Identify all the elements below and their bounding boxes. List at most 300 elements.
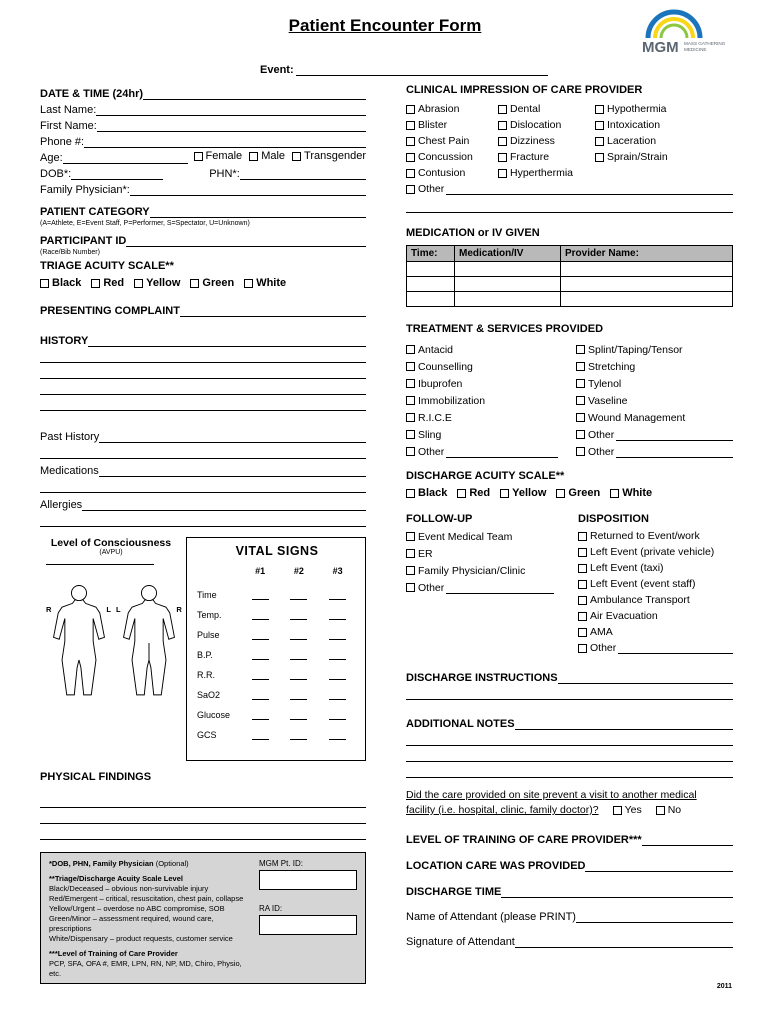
medications-row (40, 461, 366, 477)
medications-label: Medications (40, 465, 99, 477)
clinical-option (498, 133, 595, 149)
patient-category-legend: (A=Athlete, E=Event Staff, P=Performer, S=Spectator, U=Unknown) (40, 220, 250, 227)
svg-text:MGM: MGM (642, 39, 679, 55)
checkbox[interactable] (406, 362, 415, 371)
treatment-option (406, 409, 576, 426)
checkbox[interactable] (91, 279, 100, 288)
participant-id-label: PARTICIPANT ID (40, 235, 127, 247)
date-time-label: DATE & TIME (24hr) (40, 88, 144, 100)
footnote-line: PCP, SFA, OFA #, EMR, LPN, RN, NP, MD, Chiro, Physio, etc. (49, 959, 242, 978)
checkbox[interactable] (498, 153, 507, 162)
clinical-impression-grid (406, 101, 733, 181)
checkbox[interactable] (595, 105, 604, 114)
medication-cell[interactable] (455, 277, 561, 292)
follow-up-title: FOLLOW-UP (406, 513, 473, 525)
family-physician-label: Family Physician*: (40, 184, 130, 196)
clinical-other-input[interactable] (446, 184, 733, 195)
vitals-input[interactable] (329, 692, 346, 700)
checkbox[interactable] (406, 137, 415, 146)
treatment-other-row (406, 443, 576, 460)
vitals-row-pulse: Pulse (197, 620, 357, 640)
vitals-input[interactable] (252, 632, 269, 640)
participant-id-input[interactable] (126, 234, 366, 247)
option-label: Other (418, 581, 445, 594)
treatment-option (576, 341, 733, 358)
right-column (406, 84, 733, 948)
footnote-line: White/Dispensary – product requests, customer service (49, 934, 233, 943)
follow-up-option (406, 545, 578, 562)
treatment-title: TREATMENT & SERVICES PROVIDED (406, 323, 604, 335)
prevent-visit-question (406, 788, 733, 818)
discharge-acuity-title: DISCHARGE ACUITY SCALE** (406, 470, 565, 482)
option-label: R.I.C.E (418, 411, 452, 424)
option-label: Concussion (418, 151, 473, 163)
presenting-complaint-input[interactable] (180, 304, 366, 317)
medication-cell[interactable] (561, 277, 733, 292)
presenting-complaint-label: PRESENTING COMPLAINT (40, 305, 180, 317)
medication-cell[interactable] (561, 292, 733, 307)
checkbox[interactable] (576, 430, 585, 439)
med-header-provider: Provider Name: (561, 246, 733, 262)
option-label: AMA (590, 626, 613, 638)
patient-category-label: PATIENT CATEGORY (40, 206, 150, 218)
clinical-col-2 (498, 101, 595, 181)
treatment-option (406, 426, 576, 443)
clinical-option (406, 165, 498, 181)
allergies-line[interactable] (40, 511, 366, 527)
footnote-line: Green/Minor – assessment required, wound care, prescriptions (49, 914, 214, 933)
triage-option-yellow (134, 277, 180, 289)
checkbox[interactable] (244, 279, 253, 288)
discharge-time-input[interactable] (501, 885, 733, 898)
medication-cell[interactable] (407, 292, 455, 307)
dob-label: DOB*: (40, 168, 72, 180)
vitals-input[interactable] (329, 732, 346, 740)
vitals-input[interactable] (290, 692, 307, 700)
option-label: Left Event (private vehicle) (590, 546, 715, 558)
attendant-name-input[interactable] (576, 910, 733, 923)
discharge-option-yellow (500, 487, 546, 499)
triage-option-white (244, 277, 286, 289)
vitals-row-glucose: Glucose (197, 700, 357, 720)
checkbox[interactable] (457, 489, 466, 498)
clinical-option (498, 101, 595, 117)
checkbox[interactable] (595, 121, 604, 130)
option-label: Sprain/Strain (607, 151, 668, 163)
option-label: Sling (418, 428, 442, 441)
option-label: Abrasion (418, 103, 460, 115)
follow-up-section (406, 513, 578, 656)
history-line[interactable] (40, 379, 366, 395)
ra-id-box[interactable] (259, 915, 357, 935)
medications-line[interactable] (40, 477, 366, 493)
checkbox[interactable] (500, 489, 509, 498)
vitals-input[interactable] (329, 592, 346, 600)
clinical-option (595, 117, 733, 133)
discharge-instructions-line[interactable] (406, 684, 733, 700)
physical-findings-line[interactable] (40, 808, 366, 824)
additional-notes-row (406, 714, 733, 730)
option-label: ER (418, 547, 433, 560)
option-label: Left Event (event staff) (590, 578, 696, 590)
checkbox[interactable] (406, 489, 415, 498)
gender-option-female (194, 150, 243, 162)
medication-row (407, 262, 733, 277)
age-input[interactable] (63, 151, 188, 164)
triage-acuity-title: TRIAGE ACUITY SCALE** (40, 260, 174, 272)
triage-option-green (190, 277, 234, 289)
checkbox[interactable] (610, 489, 619, 498)
svg-text:L: L (116, 604, 121, 614)
vitals-input[interactable] (290, 592, 307, 600)
vital-signs-title: VITAL SIGNS (235, 544, 319, 558)
additional-notes-line[interactable] (406, 730, 733, 746)
option-label: Fracture (510, 151, 550, 163)
checkbox[interactable] (134, 279, 143, 288)
vitals-input[interactable] (252, 732, 269, 740)
footnotes-box (40, 852, 366, 984)
additional-notes-line[interactable] (406, 762, 733, 778)
last-name-row (40, 100, 366, 116)
physical-findings-title: PHYSICAL FINDINGS (40, 771, 152, 783)
dob-input[interactable] (71, 167, 163, 180)
vital-signs-panel (186, 537, 366, 761)
vitals-input[interactable] (329, 612, 346, 620)
female-checkbox[interactable] (194, 152, 203, 161)
vital-signs-header (197, 566, 357, 580)
treatment-option (406, 358, 576, 375)
male-checkbox[interactable] (249, 152, 258, 161)
history-label: HISTORY (40, 335, 89, 347)
option-label: Green (568, 487, 601, 499)
option-label: Other (590, 642, 617, 654)
past-history-label: Past History (40, 431, 100, 443)
checkbox[interactable] (406, 566, 415, 575)
vitals-input[interactable] (252, 692, 269, 700)
checkbox[interactable] (556, 489, 565, 498)
checkbox[interactable] (576, 379, 585, 388)
mgm-logo (634, 5, 726, 55)
option-label: Transgender (304, 150, 366, 162)
checkbox[interactable] (578, 580, 587, 589)
treatment-col-2 (576, 341, 733, 460)
page-title: Patient Encounter Form (288, 16, 482, 35)
checkbox[interactable] (498, 105, 507, 114)
clinical-col-3 (595, 101, 733, 181)
treatment-other-input[interactable] (446, 447, 558, 458)
footnote-line: Red/Emergent – critical, resuscitation, chest pain, collapse (49, 894, 244, 903)
follow-up-other-input[interactable] (446, 583, 554, 594)
clinical-impression-title: CLINICAL IMPRESSION OF CARE PROVIDER (406, 84, 643, 96)
vitals-input[interactable] (290, 712, 307, 720)
event-label: Event: (260, 64, 294, 76)
footnotes-text (49, 859, 255, 977)
checkbox[interactable] (406, 447, 415, 456)
checkbox[interactable] (406, 185, 415, 194)
checkbox[interactable] (576, 396, 585, 405)
level-training-row (406, 830, 733, 846)
checkbox[interactable] (576, 345, 585, 354)
option-label: Contusion (418, 167, 466, 179)
svg-text:MEDICINE: MEDICINE (684, 47, 707, 52)
vitals-input[interactable] (329, 632, 346, 640)
presenting-complaint-row (40, 301, 366, 317)
checkbox[interactable] (595, 137, 604, 146)
option-label: Family Physician/Clinic (418, 564, 526, 577)
discharge-instructions-row (406, 668, 733, 684)
vitals-input[interactable] (290, 732, 307, 740)
consciousness-input[interactable] (46, 556, 154, 565)
attendant-signature-label: Signature of Attendant (406, 936, 515, 948)
gender-option-transgender (292, 150, 366, 162)
vitals-input[interactable] (329, 712, 346, 720)
body-diagram (40, 583, 188, 703)
triage-options (40, 275, 366, 291)
medication-cell[interactable] (407, 262, 455, 277)
vitals-input[interactable] (329, 652, 346, 660)
past-history-row (40, 427, 366, 443)
clinical-other-line[interactable] (406, 197, 733, 213)
clinical-option (595, 133, 733, 149)
clinical-option (406, 117, 498, 133)
checkbox[interactable] (576, 362, 585, 371)
option-label: Other (418, 183, 445, 195)
vitals-input[interactable] (252, 652, 269, 660)
discharge-option-black (406, 487, 447, 499)
medication-header-row (407, 246, 733, 262)
form-year: 2011 (716, 983, 732, 990)
event-input[interactable] (296, 63, 548, 76)
medication-row (407, 277, 733, 292)
medication-row (407, 292, 733, 307)
triage-option-red (91, 277, 124, 289)
discharge-time-row (406, 882, 733, 898)
checkbox[interactable] (406, 396, 415, 405)
option-label: Ambulance Transport (590, 594, 690, 606)
location-row (406, 856, 733, 872)
treatment-grid (406, 341, 733, 460)
date-time-input[interactable] (143, 87, 366, 100)
vitals-col-1: #1 (255, 566, 266, 576)
mgm-pt-id-box[interactable] (259, 870, 357, 890)
vitals-input[interactable] (252, 592, 269, 600)
checkbox[interactable] (40, 279, 49, 288)
level-training-input[interactable] (642, 833, 733, 846)
attendant-name-row (406, 907, 733, 923)
option-label: Hypothermia (607, 103, 667, 115)
checkbox[interactable] (576, 447, 585, 456)
option-label: Yellow (512, 487, 547, 499)
age-label: Age: (40, 152, 63, 164)
checkbox[interactable] (406, 169, 415, 178)
checkbox[interactable] (578, 564, 587, 573)
footnote-scale-title: **Triage/Discharge Acuity Scale Level (49, 874, 183, 883)
checkbox[interactable] (498, 121, 507, 130)
checkbox[interactable] (578, 596, 587, 605)
physical-findings-line[interactable] (40, 824, 366, 840)
vitals-input[interactable] (290, 672, 307, 680)
family-physician-input[interactable] (130, 183, 366, 196)
checkbox[interactable] (406, 379, 415, 388)
vitals-row-sao2: SaO2 (197, 680, 357, 700)
checkbox[interactable] (406, 153, 415, 162)
option-label: Dental (510, 103, 541, 115)
option-label: Laceration (607, 135, 657, 147)
date-time-row (40, 84, 366, 100)
treatment-other-row (576, 426, 733, 443)
option-label: Left Event (taxi) (590, 562, 664, 574)
vitals-input[interactable] (329, 672, 346, 680)
last-name-input[interactable] (96, 103, 366, 116)
option-label: Chest Pain (418, 135, 470, 147)
disposition-option (578, 576, 733, 592)
disposition-option (578, 592, 733, 608)
phn-input[interactable] (240, 167, 366, 180)
checkbox[interactable] (406, 549, 415, 558)
transgender-checkbox[interactable] (292, 152, 301, 161)
yes-label: Yes (624, 804, 642, 816)
history-line[interactable] (40, 347, 366, 363)
question-line-2: facility (i.e. hospital, clinic, family doctor)? (406, 804, 599, 816)
vitals-input[interactable] (290, 652, 307, 660)
id-boxes (255, 859, 357, 977)
checkbox[interactable] (576, 413, 585, 422)
no-label: No (667, 804, 682, 816)
allergies-input[interactable] (82, 498, 366, 511)
svg-text:MASS GATHERING: MASS GATHERING (684, 41, 726, 46)
last-name-label: Last Name: (40, 104, 97, 116)
ra-id-label: RA ID: (259, 904, 283, 913)
consciousness-label: Level of Consciousness (50, 537, 172, 549)
participant-id-row (40, 231, 366, 247)
past-history-line[interactable] (40, 443, 366, 459)
attendant-signature-input[interactable] (515, 935, 733, 948)
option-label: Black (52, 277, 82, 289)
physical-findings-line[interactable] (40, 792, 366, 808)
history-input[interactable] (88, 334, 366, 347)
treatment-option (576, 375, 733, 392)
triage-option-black (40, 277, 81, 289)
vitals-input[interactable] (290, 632, 307, 640)
allergies-row (40, 495, 366, 511)
option-label: Vaseline (588, 394, 628, 407)
phone-input[interactable] (84, 135, 366, 148)
checkbox[interactable] (406, 583, 415, 592)
vitals-input[interactable] (252, 612, 269, 620)
treatment-other-input[interactable] (616, 447, 733, 458)
history-line[interactable] (40, 395, 366, 411)
checkbox[interactable] (595, 153, 604, 162)
location-label: LOCATION CARE WAS PROVIDED (406, 860, 586, 872)
checkbox[interactable] (578, 644, 587, 653)
discharge-option-green (556, 487, 600, 499)
treatment-option (576, 358, 733, 375)
history-line[interactable] (40, 363, 366, 379)
vitals-input[interactable] (290, 612, 307, 620)
disposition-option (578, 560, 733, 576)
phone-row (40, 132, 366, 148)
treatment-option (576, 392, 733, 409)
medication-cell[interactable] (455, 292, 561, 307)
option-label: Event Medical Team (418, 530, 513, 543)
footnote-line: Black/Deceased – obvious non-survivable injury (49, 884, 209, 893)
checkbox[interactable] (406, 121, 415, 130)
checkbox[interactable] (406, 413, 415, 422)
first-name-label: First Name: (40, 120, 97, 132)
treatment-other-row (576, 443, 733, 460)
vitals-row-gcs: GCS (197, 720, 357, 740)
checkbox[interactable] (498, 137, 507, 146)
disposition-title: DISPOSITION (578, 513, 649, 525)
checkbox[interactable] (578, 612, 587, 621)
patient-category-input[interactable] (150, 205, 366, 218)
yes-checkbox[interactable] (613, 806, 622, 815)
checkbox[interactable] (406, 430, 415, 439)
option-label: Intoxication (607, 119, 661, 131)
allergies-label: Allergies (40, 499, 83, 511)
medication-cell[interactable] (561, 262, 733, 277)
past-history-input[interactable] (99, 430, 366, 443)
location-input[interactable] (585, 859, 733, 872)
first-name-input[interactable] (97, 119, 366, 132)
disposition-option (578, 528, 733, 544)
option-label: Other (588, 428, 615, 441)
option-label: Tylenol (588, 377, 622, 390)
option-label: Returned to Event/work (590, 530, 700, 542)
clinical-option (498, 117, 595, 133)
option-label: Black (418, 487, 448, 499)
checkbox[interactable] (406, 532, 415, 541)
medications-input[interactable] (99, 464, 366, 477)
option-label: Splint/Taping/Tensor (588, 343, 683, 356)
option-label: Yellow (146, 277, 181, 289)
vitals-row-temp: Temp. (197, 600, 357, 620)
checkbox[interactable] (578, 628, 587, 637)
medication-cell[interactable] (455, 262, 561, 277)
first-name-row (40, 116, 366, 132)
treatment-option (406, 392, 576, 409)
discharge-acuity-options (406, 485, 733, 501)
additional-notes-input[interactable] (515, 717, 733, 730)
clinical-col-1 (406, 101, 498, 181)
medication-cell[interactable] (407, 277, 455, 292)
checkbox[interactable] (578, 548, 587, 557)
disposition-option (578, 624, 733, 640)
checkbox[interactable] (578, 532, 587, 541)
checkbox[interactable] (406, 105, 415, 114)
clinical-option (595, 149, 733, 165)
option-label: Blister (418, 119, 448, 131)
vitals-input[interactable] (252, 712, 269, 720)
option-label: Green (202, 277, 235, 289)
discharge-option-white (610, 487, 652, 499)
vitals-input[interactable] (252, 672, 269, 680)
checkbox[interactable] (190, 279, 199, 288)
treatment-col-1 (406, 341, 576, 460)
checkbox[interactable] (406, 345, 415, 354)
option-label: Dizziness (510, 135, 555, 147)
discharge-instructions-input[interactable] (558, 671, 733, 684)
additional-notes-line[interactable] (406, 746, 733, 762)
option-label: Other (418, 445, 445, 458)
option-label: Red (469, 487, 491, 499)
option-label: Immobilization (418, 394, 486, 407)
treatment-other-input[interactable] (616, 430, 733, 441)
checkbox[interactable] (498, 169, 507, 178)
disposition-other-input[interactable] (618, 643, 733, 654)
body-front-figure (46, 583, 112, 703)
no-checkbox[interactable] (656, 806, 665, 815)
